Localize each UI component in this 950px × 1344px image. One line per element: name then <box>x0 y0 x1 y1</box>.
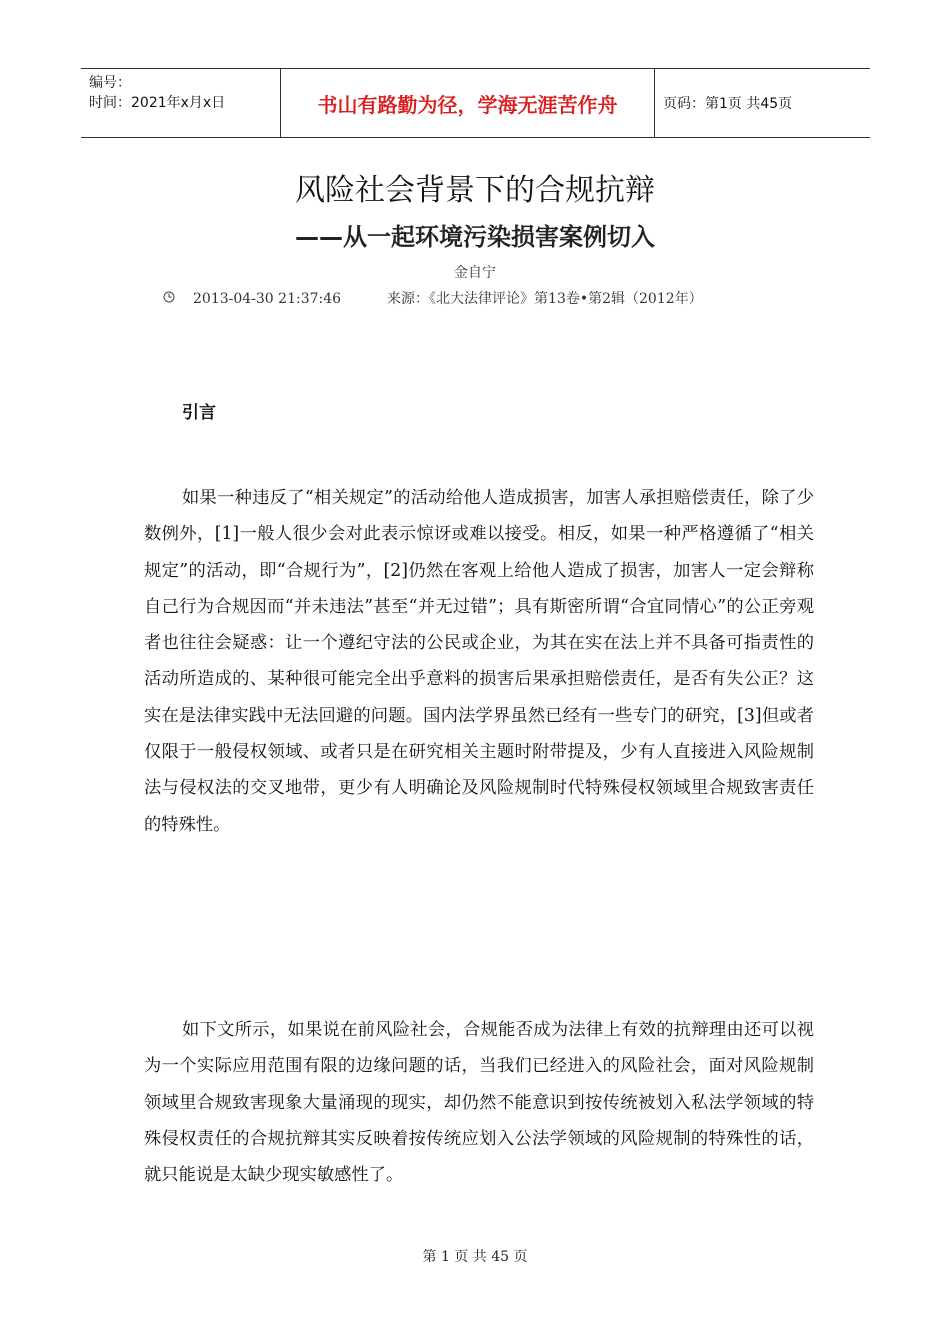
article-source: 来源：《北大法律评论》第13卷•第2辑（2012年） <box>387 291 703 307</box>
body-paragraph: 如下文所示，如果说在前风险社会，合规能否成为法律上有效的抗辩理由还可以视为一个实际应用范围有限的边缘问题的话，当我们已经进入的风险社会，面对风险规制领域里合规致害现象大量涌现的现实，却仍然不能意识到按传统被划入私法学领域的特殊侵权责任的合规抗辩其实反映着按传统应划入公法学领域的风险规制的特殊性的话，就只能说是太缺少现实敏感性了。 <box>144 1020 814 1186</box>
clock-icon <box>163 291 177 307</box>
page-code: 页码：第1页 共45页 <box>663 96 793 112</box>
header-motto-cell <box>281 69 655 137</box>
body-paragraph: 如果一种违反了“相关规定”的活动给他人造成损害，加害人承担赔偿责任，除了少数例外，[1]一般人很少会对此表示惊讶或难以接受。相反，如果一种严格遵循了“相关规定”的活动，即“合规行为”，[2]仍然在客观上给他人造成了损害，加害人一定会辩称自己行为合规因而“并未违法”甚至“并无过错”；具有斯密所谓“合宜同情心”的公正旁观者也往往会疑惑：让一个遵纪守法的公民或企业，为其在实在法上并不具备可指责性的活动所造成的、某种很可能完全出乎意料的损害后果承担赔偿责任，是否有失公正？这实在是法律实践中无法回避的问题。国内法学界虽然已经有一些专门的研究，[3]但或者仅限于一般侵权领域、或者只是在研究相关主题时附带提及，少有人直接进入风险规制法与侵权法的交叉地带，更少有人明确论及风险规制时代特殊侵权领域里合规致害责任的特殊性。 <box>144 488 814 835</box>
article-subtitle: ——从一起环境污染损害案例切入 <box>295 223 655 251</box>
header-page-cell <box>655 69 870 137</box>
section-heading: 引言 <box>182 403 216 423</box>
motto-text: 书山有路勤为径，学海无涯苦作舟 <box>317 92 618 117</box>
page-footer: 第 1 页 共 45 页 <box>422 1249 528 1265</box>
document-header <box>81 68 870 138</box>
number-label: 编号： <box>89 75 131 91</box>
article-author: 金自宁 <box>454 265 496 281</box>
publish-datetime: 2013-04-30 21:37:46 <box>193 291 342 307</box>
time-label: 时间：2021年x月x日 <box>89 95 226 111</box>
header-left-cell <box>81 69 281 137</box>
article-meta <box>163 288 703 308</box>
article-title: 风险社会背景下的合规抗辩 <box>295 173 655 208</box>
